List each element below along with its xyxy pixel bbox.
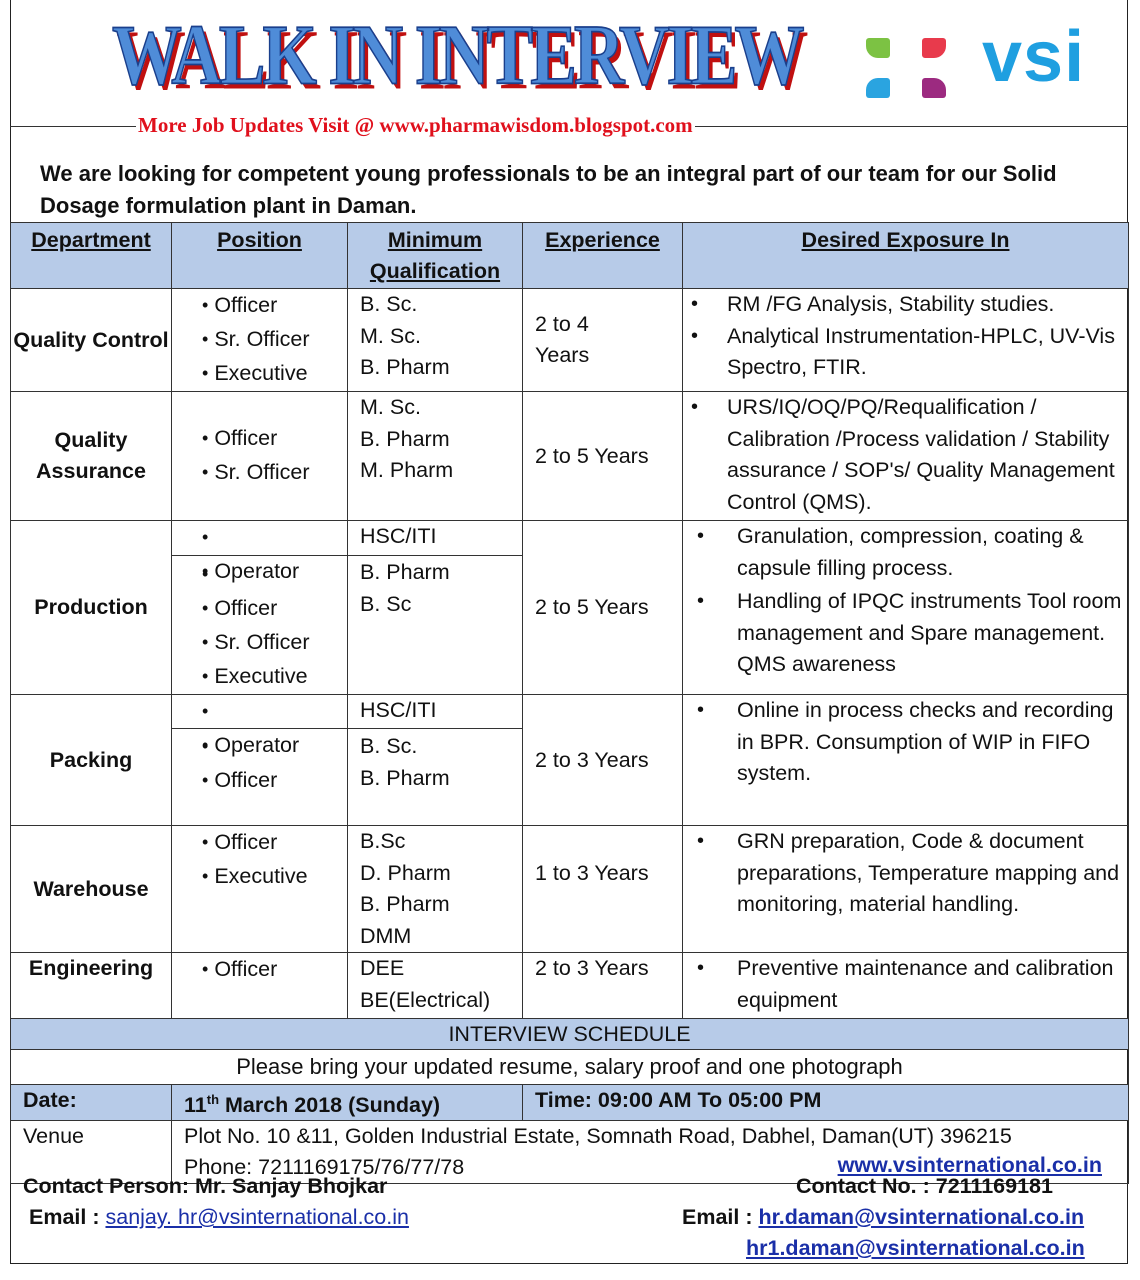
qualification-cell — [348, 289, 523, 392]
contact-block — [10, 1168, 1128, 1264]
department-cell: Engineering — [11, 953, 172, 1019]
website-link[interactable]: www.vsinternational.co.in — [837, 1153, 1102, 1178]
red-square-icon — [922, 38, 946, 58]
qualification-item: B. Pharm — [360, 560, 450, 584]
qualification-subgroup — [348, 521, 522, 556]
qualification-cell — [348, 826, 523, 953]
qualification-item: D. Pharm — [360, 860, 451, 885]
qualification-subgroup — [348, 729, 522, 794]
position-item: • Officer — [202, 422, 347, 456]
table-row — [11, 953, 1129, 1019]
qualification-item: BE(Electrical) — [360, 987, 491, 1012]
jobs-table — [10, 222, 1129, 1184]
qualification-item: B. Sc. — [360, 734, 418, 758]
schedule-note-row — [11, 1050, 1129, 1085]
blue-square-icon — [866, 78, 890, 98]
position-cell — [172, 392, 348, 521]
position-item: • Officer — [202, 953, 347, 987]
position-cell — [172, 953, 348, 1019]
qualification-item: DMM — [360, 923, 412, 948]
qualification-item: B. Pharm — [360, 892, 450, 916]
header-exposure: Desired Exposure In — [683, 223, 1129, 289]
experience-cell: 2 to 5 Years — [523, 521, 683, 695]
exposure-item: • Granulation, compression, coating & capsule filling process. — [737, 521, 1128, 584]
position-subgroup — [172, 695, 347, 757]
exposure-item: • Online in process checks and recording in BPR. Consumption of WIP in FIFO system. — [737, 695, 1128, 790]
qualification-item: B. Pharm — [360, 426, 450, 451]
email-label: Email : — [29, 1205, 100, 1229]
header-experience: Experience — [523, 223, 683, 289]
email-left-group — [29, 1205, 409, 1230]
email-label: Email : — [682, 1205, 753, 1229]
email-right-2 — [746, 1236, 1085, 1261]
date-label: Date: — [11, 1085, 172, 1121]
header-department: Department — [11, 223, 172, 289]
email-link-hr-daman[interactable]: hr.daman@vsinternational.co.in — [758, 1205, 1085, 1229]
qualification-item: M. Sc. — [360, 395, 421, 419]
vsi-logo — [860, 17, 1110, 102]
position-item: • Executive — [202, 660, 347, 694]
table-row — [11, 826, 1129, 953]
exposure-cell — [683, 826, 1129, 953]
exposure-item: • GRN preparation, Code & document preparations, Temperature mapping and monitoring, material handling. — [737, 826, 1128, 921]
exposure-item: • RM /FG Analysis, Stability studies. — [727, 289, 1128, 321]
position-item: • • Officer — [202, 592, 347, 626]
experience-cell: 2 to 3 Years — [523, 953, 683, 1019]
exposure-cell — [683, 953, 1129, 1019]
qualification-cell — [348, 695, 523, 826]
qualification-item: HSC/ITI — [360, 698, 437, 722]
position-item: • Sr. Officer — [202, 626, 347, 660]
header-position: Position — [172, 223, 348, 289]
schedule-note: Please bring your updated resume, salary proof and one photograph — [11, 1050, 1129, 1085]
email-link-sanjay[interactable]: sanjay. hr@vsinternational.co.in — [105, 1205, 409, 1229]
purple-square-icon — [922, 78, 946, 98]
time-value: Time: 09:00 AM To 05:00 PM — [523, 1085, 1129, 1121]
blog-promo-line: More Job Updates Visit @ www.pharmawisdom.blogspot.com — [138, 113, 693, 137]
date-day: 11 — [184, 1093, 207, 1118]
contact-person: Contact Person: Mr. Sanjay Bhojkar — [23, 1174, 388, 1198]
position-cell — [172, 521, 348, 695]
experience-cell: 2 to 4 Years — [523, 289, 683, 392]
venue-address: Plot No. 10 &11, Golden Industrial Estate, Somnath Road, Dabhel, Daman(UT) 396215 — [184, 1124, 1012, 1149]
venue-label: Venue — [11, 1121, 172, 1184]
position-item: • Executive — [202, 357, 347, 391]
department-cell: Warehouse — [11, 826, 172, 953]
qualification-item: B.Sc — [360, 829, 406, 853]
position-cell — [172, 695, 348, 826]
date-suffix: th — [206, 1092, 220, 1107]
experience-cell: 2 to 3 Years — [523, 695, 683, 826]
table-row — [11, 392, 1129, 521]
poster-title: WALK IN INTERVIEW — [112, 9, 802, 104]
qualification-item: DEE — [360, 956, 405, 980]
logo-wordmark: vsi — [982, 17, 1086, 97]
qualification-item: B. Pharm — [360, 765, 450, 790]
intro-paragraph: We are looking for competent young professionals to be an integral part of our team for our Solid Dosage formulation plant in Daman. — [40, 161, 1057, 218]
department-cell: Quality Control — [11, 289, 172, 392]
venue-phone: Phone: 7211169175/76/77/78 — [184, 1155, 465, 1180]
table-header-row — [11, 223, 1129, 289]
position-cell — [172, 826, 348, 953]
qualification-item: B. Sc — [360, 591, 412, 616]
exposure-cell — [683, 392, 1129, 521]
date-rest: March 2018 (Sunday) — [219, 1093, 441, 1118]
exposure-item: • URS/IQ/OQ/PQ/Requalification / Calibration /Process validation / Stability assurance / SOP's/ Quality Management Control (QMS). — [727, 392, 1128, 518]
email-link-hr1-daman[interactable]: hr1.daman@vsinternational.co.in — [746, 1236, 1085, 1260]
position-item: • Executive — [202, 860, 347, 894]
schedule-heading-row — [11, 1019, 1129, 1050]
exposure-cell — [683, 521, 1129, 695]
experience-cell: 1 to 3 Years — [523, 826, 683, 953]
department-cell: Quality Assurance — [11, 392, 172, 521]
qualification-cell — [348, 521, 523, 695]
exposure-item: • Analytical Instrumentation-HPLC, UV-Vis Spectro, FTIR. — [727, 321, 1128, 384]
green-square-icon — [866, 38, 890, 58]
position-item: • • Operator — [202, 729, 347, 763]
qualification-item: M. Sc. — [360, 323, 421, 348]
exposure-cell — [683, 695, 1129, 826]
table-row — [11, 695, 1129, 826]
date-row — [11, 1085, 1129, 1121]
email-right-group — [682, 1205, 1084, 1230]
qualification-item: M. Pharm — [360, 458, 454, 482]
table-row — [11, 289, 1129, 392]
qualification-subgroup — [348, 556, 522, 620]
qualification-item: B. Sc. — [360, 292, 418, 316]
position-item: • • Officer — [202, 764, 347, 798]
qualification-cell — [348, 392, 523, 521]
qualification-cell — [348, 953, 523, 1019]
schedule-heading: INTERVIEW SCHEDULE — [11, 1019, 1129, 1050]
qualification-item: HSC/ITI — [360, 524, 437, 548]
qualification-item: B. Pharm — [360, 355, 450, 379]
exposure-item: • Handling of IPQC instruments Tool room management and Spare management. QMS awareness — [737, 586, 1128, 681]
position-item: • Sr. Officer — [202, 456, 347, 490]
exposure-cell — [683, 289, 1129, 392]
position-cell — [172, 289, 348, 392]
header-qualification: Minimum Qualification — [348, 223, 523, 289]
contact-number: Contact No. : 7211169181 — [796, 1174, 1053, 1198]
position-item: • Sr. Officer — [202, 323, 347, 357]
date-value — [172, 1085, 523, 1121]
position-item: • Officer — [202, 826, 347, 860]
department-cell: Production — [11, 521, 172, 695]
exposure-item: • Preventive maintenance and calibration equipment — [737, 953, 1128, 1016]
experience-cell: 2 to 5 Years — [523, 392, 683, 521]
qualification-subgroup — [348, 695, 522, 729]
position-item: • • Operator — [202, 555, 347, 589]
table-row — [11, 521, 1129, 695]
department-cell: Packing — [11, 695, 172, 826]
position-item: • Officer — [202, 289, 347, 323]
position-subgroup — [172, 521, 347, 583]
